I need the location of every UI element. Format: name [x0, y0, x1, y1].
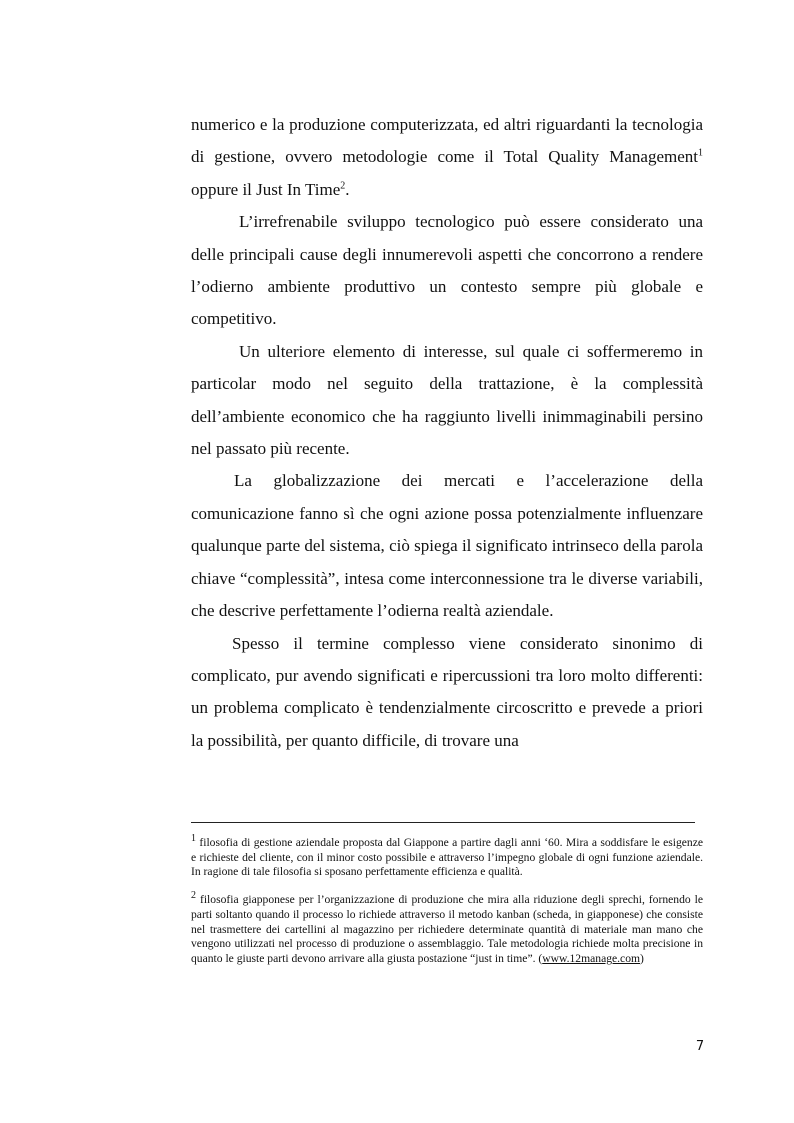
main-text: [191, 109, 703, 757]
footnote-1: $^1$ filosofia di gestione aziendale proposta dal Giappone a partire dagli anni ‘60. Mira a soddisfare le esigenze e richieste del cliente, con il minor costo possibile e attraverso l’impegno globale di ogni funzione aziendale. In ragione di tale filosofia si sposano perfettamente efficienza e qualità.: [191, 833, 703, 879]
paragraph-1: numerico e la produzione computerizzata, ed altri riguardanti la tecnologia di gestione, ovvero metodologie come il Total Quality Management$^1$ oppure il Just In Time$^2$.: [191, 115, 703, 199]
footnote-marker-2: 2: [191, 890, 196, 902]
source-link[interactable]: www.12manage.com: [542, 951, 641, 965]
paragraph-5: Spesso il termine complesso viene considerato sinonimo di complicato, pur avendo significati e ripercussioni tra loro molto differenti: un problema complicato è tendenzialmente circoscritto e prevede a priori la possibilità, per quanto difficile, di trovare una: [191, 633, 703, 750]
footnote-ref-2: 2: [340, 180, 346, 192]
page-number: 7: [695, 1039, 705, 1054]
footnote-ref-1: 1: [698, 147, 703, 159]
footnote-marker-1: 1: [191, 833, 196, 845]
footnotes: [191, 833, 703, 967]
paragraph-4: La globalizzazione dei mercati e l’accelerazione della comunicazione fanno sì che ogni azione possa potenzialmente influenzare qualunque parte del sistema, ciò spiega il significato intrinseco della parola chiave “complessità”, intesa come interconnessione tra le diverse variabili, che descrive perfettamente l’odierna realtà aziendale.: [191, 471, 703, 621]
footnote-2: $^2$ filosofia giapponese per l’organizzazione di produzione che mira alla riduzione degli sprechi, fornendo le parti soltanto quando il processo lo richiede attraverso il metodo kanban (scheda, in giapponese) che consiste nel trasmettere dei cartellini al magazzino per richiedere determinate quantità di materiale man mano che vengono utilizzati nel processo di produzione o assemblaggio. Tale metodologia richiede molta precisione in quanto le giuste parti devono arrivare alla giusta postazione “just in time”. (www.12manage.com): [191, 890, 703, 965]
paragraph-2: L’irrefrenabile sviluppo tecnologico può essere considerato una delle principali cause degli innumerevoli aspetti che concorrono a rendere l’odierno ambiente produttivo un contesto sempre più globale e competitivo.: [191, 212, 703, 329]
paragraph-3: Un ulteriore elemento di interesse, sul quale ci soffermeremo in particolar modo nel seguito della trattazione, è la complessità dell’ambiente economico che ha raggiunto livelli inimmaginabili persino nel passato più recente.: [191, 341, 703, 459]
footnote-separator: [191, 822, 695, 823]
